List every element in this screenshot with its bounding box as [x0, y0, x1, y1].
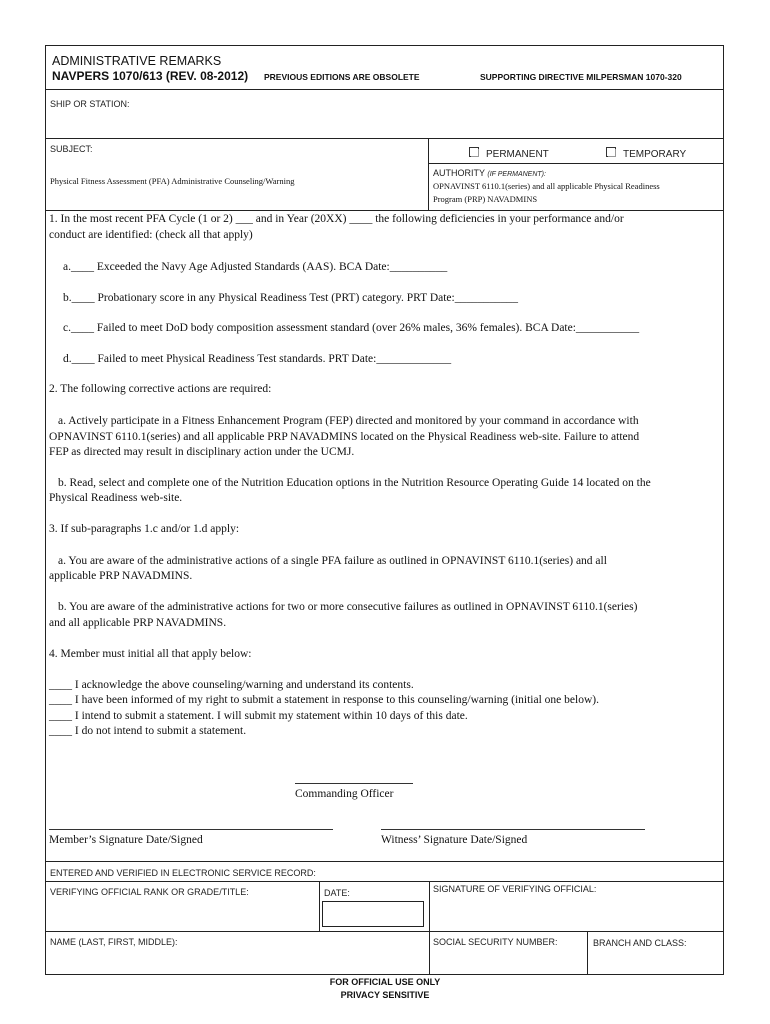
permanent-checkbox[interactable] — [469, 147, 479, 157]
authority-label — [433, 168, 546, 178]
section4-item: ____ I acknowledge the above counseling/warning and understand its contents. — [49, 679, 414, 691]
section1-intro-line2: conduct are identified: (check all that apply) — [49, 229, 253, 241]
commanding-officer-signature-line[interactable] — [295, 783, 413, 784]
supporting-directive: SUPPORTING DIRECTIVE MILPERSMAN 1070-320 — [480, 72, 682, 82]
footer-official-use: FOR OFFICIAL USE ONLY — [329, 977, 441, 987]
section3-b-line1: b. You are aware of the administrative actions for two or more consecutive failures as outlined in OPNAVINST 6110.1(series) — [58, 601, 638, 613]
divider — [429, 881, 430, 931]
authority-label-text: AUTHORITY — [433, 168, 485, 178]
temporary-label: TEMPORARY — [623, 149, 687, 160]
divider — [587, 931, 588, 974]
witness-signature-line[interactable] — [381, 829, 645, 830]
authority-value-line1: OPNAVINST 6110.1(series) and all applicable Physical Readiness — [433, 181, 660, 191]
member-signature-label: Member’s Signature Date/Signed — [49, 834, 203, 846]
authority-note: (IF PERMANENT): — [487, 171, 546, 178]
divider — [46, 861, 723, 862]
section1-item-a: a.____ Exceeded the Navy Age Adjusted Standards (AAS). BCA Date:__________ — [63, 261, 448, 273]
name-label: NAME (LAST, FIRST, MIDDLE): — [50, 937, 178, 947]
section1-item-c: c.____ Failed to meet DoD body composition assessment standard (over 26% males, 36% females). BCA Date:___________ — [63, 322, 640, 334]
section2-heading: 2. The following corrective actions are required: — [49, 383, 272, 395]
divider — [46, 881, 723, 882]
member-signature-line[interactable] — [49, 829, 333, 830]
date-label: DATE: — [324, 888, 350, 898]
authority-value-line2: Program (PRP) NAVADMINS — [433, 194, 538, 204]
witness-signature-label: Witness’ Signature Date/Signed — [381, 834, 528, 846]
section3-a-line1: a. You are aware of the administrative actions of a single PFA failure as outlined in OPNAVINST 6110.1(series) and all — [58, 555, 607, 567]
commanding-officer-label: Commanding Officer — [295, 788, 394, 800]
divider — [46, 931, 723, 932]
subject-value: Physical Fitness Assessment (PFA) Administrative Counseling/Warning — [50, 176, 295, 186]
section1-item-d: d.____ Failed to meet Physical Readiness Test standards. PRT Date:_____________ — [63, 353, 452, 365]
section4-heading: 4. Member must initial all that apply below: — [49, 648, 252, 660]
previous-editions-note: PREVIOUS EDITIONS ARE OBSOLETE — [264, 72, 420, 82]
permanent-label: PERMANENT — [486, 149, 549, 160]
verifying-rank-label: VERIFYING OFFICIAL RANK OR GRADE/TITLE: — [50, 887, 249, 897]
ship-station-field[interactable] — [46, 90, 723, 138]
section4-item: ____ I intend to submit a statement. I will submit my statement within 10 days of this date. — [49, 710, 468, 722]
section2-b-line2: Physical Readiness web-site. — [49, 492, 183, 504]
entered-verified-label: ENTERED AND VERIFIED IN ELECTRONIC SERVICE RECORD: — [50, 868, 316, 878]
section3-b-line2: and all applicable PRP NAVADMINS. — [49, 617, 227, 629]
footer-privacy: PRIVACY SENSITIVE — [340, 990, 430, 1000]
section2-a-line3: FEP as directed may result in disciplinary action under the UCMJ. — [49, 446, 355, 458]
section2-a-line1: a. Actively participate in a Fitness Enhancement Program (FEP) directed and monitored by your command in accordance with — [58, 415, 639, 427]
section1-intro-line1: 1. In the most recent PFA Cycle (1 or 2) ___ and in Year (20XX) ____ the following deficiencies in your performance and/or — [49, 213, 624, 225]
section2-a-line2: OPNAVINST 6110.1(series) and all applicable PRP NAVADMINS located on the Physical Readiness web-site. Failure to attend — [49, 431, 640, 443]
signature-official-label: SIGNATURE OF VERIFYING OFFICIAL: — [433, 884, 597, 894]
ship-station-label: SHIP OR STATION: — [50, 99, 130, 109]
section4-item: ____ I have been informed of my right to submit a statement in response to this counseling/warning (initial one below). — [49, 694, 599, 706]
divider — [46, 210, 723, 211]
divider — [428, 138, 429, 210]
section3-a-line2: applicable PRP NAVADMINS. — [49, 570, 193, 582]
section3-heading: 3. If sub-paragraphs 1.c and/or 1.d apply: — [49, 523, 240, 535]
date-input[interactable] — [322, 901, 424, 927]
ssn-label: SOCIAL SECURITY NUMBER: — [433, 937, 558, 947]
branch-class-label: BRANCH AND CLASS: — [593, 938, 687, 948]
section2-b-line1: b. Read, select and complete one of the Nutrition Education options in the Nutrition Resource Operating Guide 14 located on the — [58, 477, 651, 489]
form-frame — [45, 45, 724, 975]
divider — [428, 163, 723, 164]
section1-item-b: b.____ Probationary score in any Physical Readiness Test (PRT) category. PRT Date:___________ — [63, 292, 518, 304]
divider — [429, 931, 430, 974]
form-number: NAVPERS 1070/613 (REV. 08-2012) — [52, 69, 249, 83]
temporary-checkbox[interactable] — [606, 147, 616, 157]
subject-label: SUBJECT: — [50, 144, 93, 154]
form-title: ADMINISTRATIVE REMARKS — [52, 54, 222, 68]
section4-item: ____ I do not intend to submit a statement. — [49, 725, 247, 737]
divider — [319, 881, 320, 931]
divider — [46, 138, 723, 139]
